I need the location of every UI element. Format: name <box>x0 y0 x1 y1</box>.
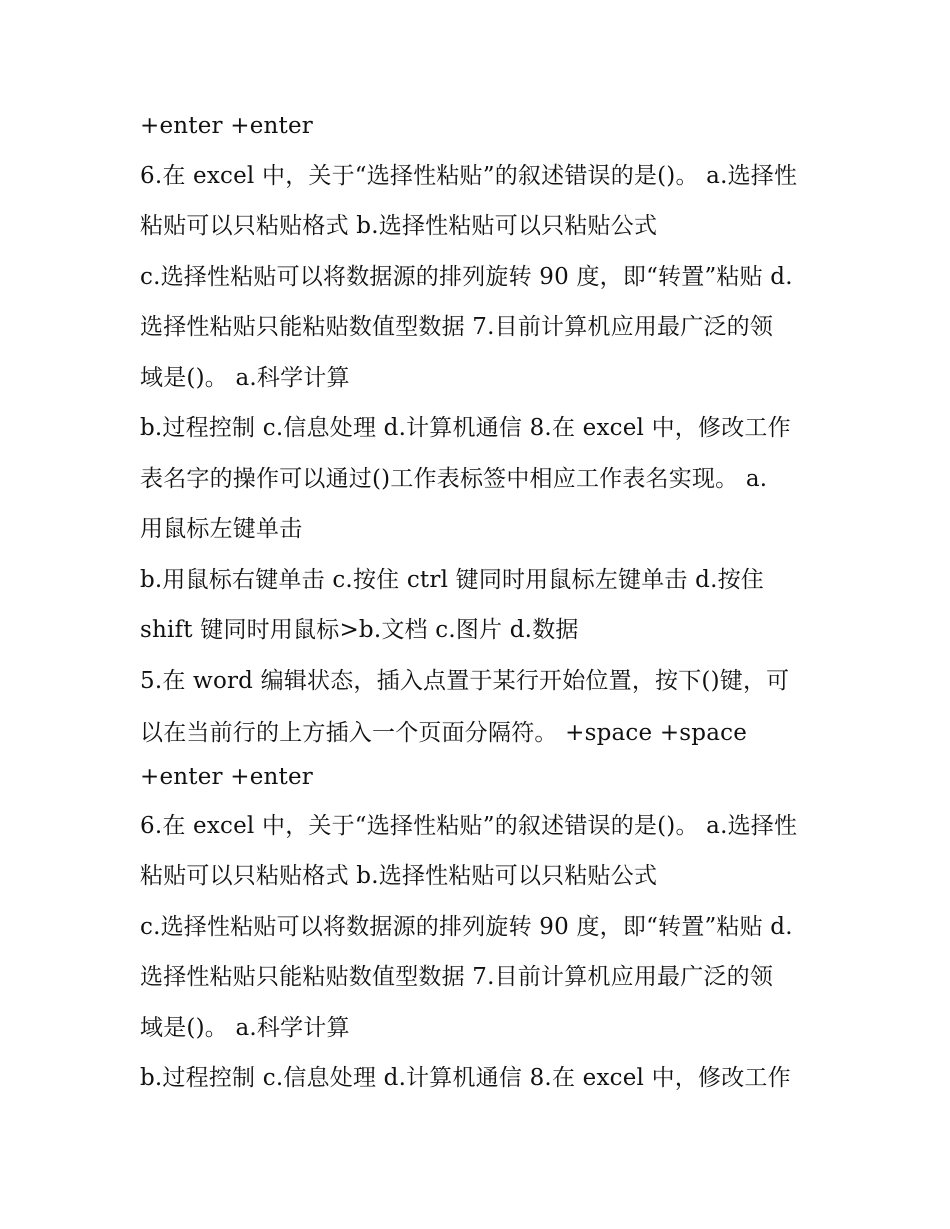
text-line-18: 选择性粘贴只能粘贴数值型数据 7.目前计算机应用最广泛的领 <box>140 964 774 990</box>
text-line-20: b.过程控制 c.信息处理 d.计算机通信 8.在 excel 中，修改工作 <box>140 1065 791 1091</box>
text-line-12: 5.在 word 编辑状态，插入点置于某行开始位置，按下()键，可 <box>140 668 790 694</box>
text-line-5: 选择性粘贴只能粘贴数值型数据 7.目前计算机应用最广泛的领 <box>140 314 774 340</box>
text-line-10: b.用鼠标右键单击 c.按住 ctrl 键同时用鼠标左键单击 d.按住 <box>140 567 764 593</box>
text-line-8: 表名字的操作可以通过()工作表标签中相应工作表名实现。 a. <box>140 466 768 492</box>
text-line-14: +enter +enter <box>140 764 313 790</box>
text-line-7: b.过程控制 c.信息处理 d.计算机通信 8.在 excel 中，修改工作 <box>140 415 791 441</box>
text-line-13: 以在当前行的上方插入一个页面分隔符。 +space +space <box>140 720 748 746</box>
text-line-11: shift 键同时用鼠标>b.文档 c.图片 d.数据 <box>140 617 579 643</box>
text-line-15: 6.在 excel 中，关于“选择性粘贴”的叙述错误的是()。 a.选择性 <box>140 813 798 839</box>
text-line-6: 域是()。 a.科学计算 <box>140 365 350 391</box>
text-line-17: c.选择性粘贴可以将数据源的排列旋转 90 度，即“转置”粘贴 d. <box>140 914 793 940</box>
text-line-16: 粘贴可以只粘贴格式 b.选择性粘贴可以只粘贴公式 <box>140 863 658 889</box>
text-line-1: +enter +enter <box>140 113 313 139</box>
text-line-19: 域是()。 a.科学计算 <box>140 1015 350 1041</box>
text-line-3: 粘贴可以只粘贴格式 b.选择性粘贴可以只粘贴公式 <box>140 213 658 239</box>
text-line-9: 用鼠标左键单击 <box>140 516 303 542</box>
text-line-4: c.选择性粘贴可以将数据源的排列旋转 90 度，即“转置”粘贴 d. <box>140 264 793 290</box>
text-line-2: 6.在 excel 中，关于“选择性粘贴”的叙述错误的是()。 a.选择性 <box>140 163 798 189</box>
